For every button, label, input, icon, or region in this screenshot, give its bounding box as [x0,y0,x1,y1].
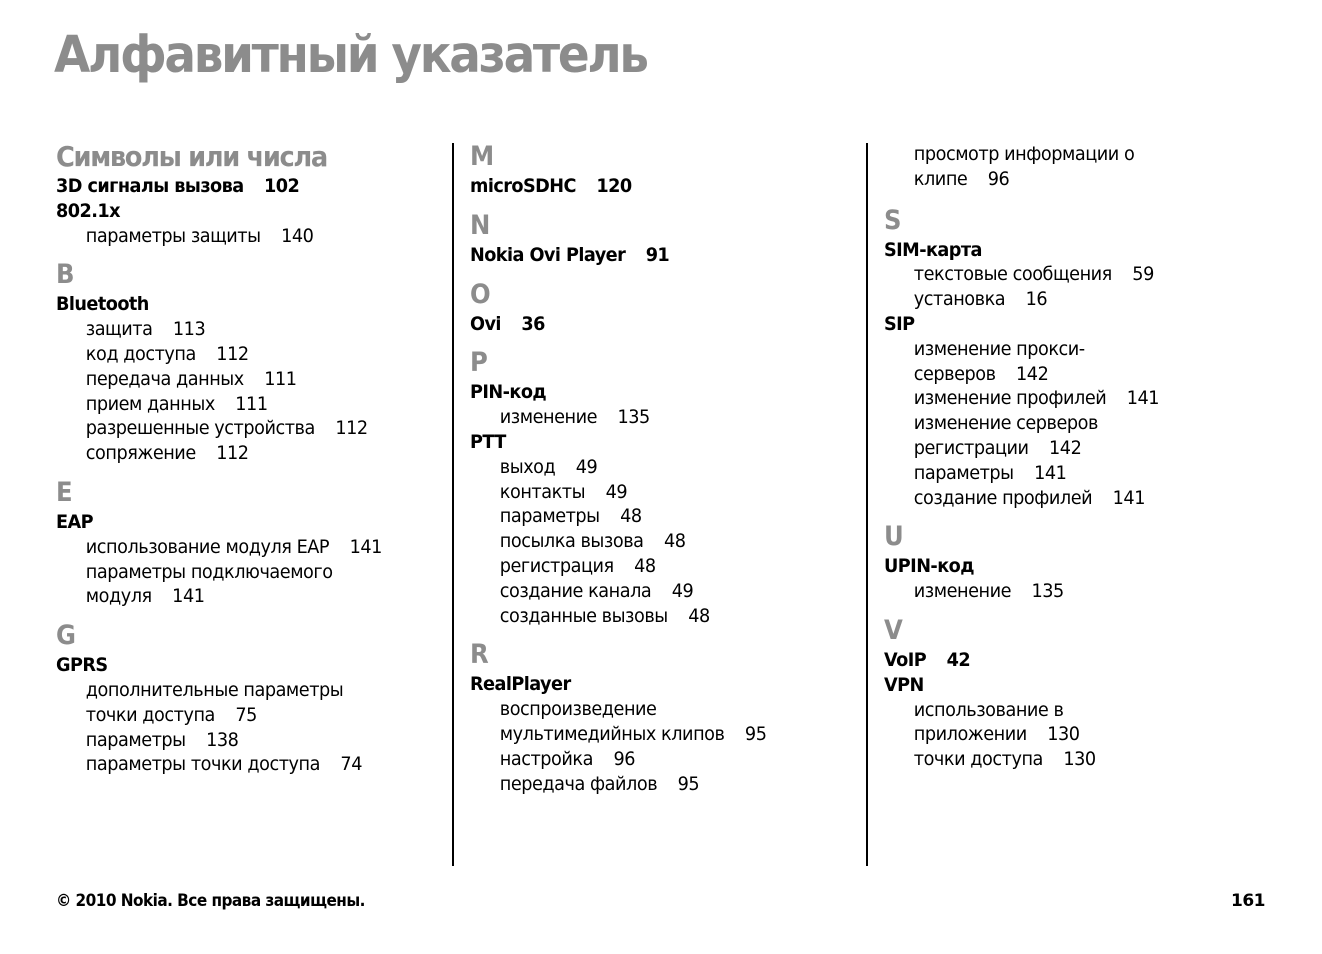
page-reference[interactable]: 141 [1112,486,1145,509]
sub-entry [884,579,1247,604]
sub-entry [884,461,1247,486]
page-reference[interactable]: 142 [1016,362,1049,385]
page-reference[interactable]: 112 [216,342,249,365]
sub-entry-text: создание канала [499,579,652,602]
sub-entry [884,486,1247,511]
column-divider [866,143,868,866]
page-reference[interactable]: 111 [235,392,268,415]
sub-entry-text: модуля [85,585,152,608]
index-term [56,292,419,317]
sub-entry-text: клипе [913,167,968,190]
index-term [884,312,1247,337]
sub-entry-text: установка [913,288,1006,311]
sub-entry [884,287,1247,312]
page-reference[interactable]: 112 [335,417,368,440]
section-heading: M [470,141,494,172]
sub-entry [470,772,833,797]
index-term [56,653,419,678]
index-term [470,312,833,337]
column-divider [452,143,454,866]
sub-entry-text: защита [85,318,153,341]
page-reference[interactable]: 102 [264,175,300,197]
index-term [470,243,833,268]
sub-entry-text: сопряжение [85,442,196,465]
sub-entry [884,362,1247,387]
index-term [884,238,1247,263]
sub-entry-text: создание профилей [913,486,1093,509]
page-reference[interactable]: 96 [987,167,1010,190]
index-term-text: 802.1x [56,199,120,222]
sub-entry [56,416,419,441]
index-term-text: Bluetooth [56,293,149,316]
sub-entry [884,436,1247,461]
sub-entry-text: параметры точки доступа [85,753,320,776]
page-reference[interactable]: 141 [1126,387,1160,410]
sub-entry-text: серверов [913,362,996,385]
index-column-3 [884,140,1274,772]
sub-entry [470,722,833,747]
index-term [56,174,419,199]
index-term [470,174,833,199]
sub-entry [470,529,833,554]
sub-entry-text: дополнительные параметры [85,678,344,701]
sub-entry-text: посылка вызова [499,530,644,553]
index-column-2 [470,140,860,796]
sub-entry-text: выход [499,455,556,478]
section-heading: N [470,209,490,241]
index-term [884,554,1247,579]
continued-entry [884,140,1274,192]
sub-entry [56,441,419,466]
page-reference[interactable]: 135 [1031,580,1064,603]
index-term-text: 3D сигналы вызова [56,175,244,197]
sub-entry-text: воспроизведение [499,698,657,721]
section-heading: G [56,620,76,652]
sub-entry [56,224,419,249]
page-reference[interactable]: 59 [1132,263,1154,286]
page-reference[interactable]: 48 [634,554,656,577]
page-reference[interactable]: 42 [946,648,971,671]
page-reference[interactable]: 142 [1049,436,1082,459]
index-term [884,673,1247,698]
sub-entry [884,337,1247,362]
sub-entry [56,728,419,753]
page-reference[interactable]: 95 [677,772,700,795]
sub-entry-text: параметры [499,505,600,528]
section-heading: Символы или числа [56,140,327,173]
page-reference[interactable]: 49 [575,455,598,478]
sub-entry [470,554,833,579]
page-reference[interactable]: 135 [617,406,650,429]
sub-entry-text: параметры [913,461,1014,484]
sub-entry [884,698,1247,723]
sub-entry-text: регистрация [499,554,614,577]
index-term [470,672,833,697]
sub-entry [884,722,1247,747]
index-term [884,648,1247,673]
index-term-text: UPIN-код [884,555,974,578]
page-reference[interactable]: 36 [521,312,545,335]
section-heading: P [470,347,487,379]
page-reference[interactable]: 140 [281,224,314,247]
section-heading: E [56,476,72,508]
sub-entry [470,480,833,505]
sub-entry [56,535,419,560]
index-term [56,199,419,224]
sub-entry-text: разрешенные устройства [85,417,315,440]
sub-entry [470,697,833,722]
sub-entry [884,386,1247,411]
sub-entry [56,342,419,367]
section-heading: U [884,521,903,553]
sub-entry-text: параметры [85,728,186,751]
sub-entry [470,604,833,629]
page-reference[interactable]: 16 [1025,288,1048,311]
page-reference[interactable]: 49 [605,480,628,503]
sub-entry-text: изменение профилей [913,387,1107,410]
index-term [470,430,833,455]
sub-entry [884,167,1247,192]
sub-entry-text: точки доступа [913,748,1043,771]
footer-copyright: © 2010 Nokia. Все права защищены. [56,891,365,911]
sub-entry-text: настройка [499,747,593,770]
page-reference[interactable]: 91 [645,243,670,266]
section-heading: S [884,204,901,236]
index-term-text: GPRS [56,654,108,677]
page-reference[interactable]: 141 [1034,461,1067,484]
index-term-text: VoIP [884,648,927,671]
sub-entry [884,747,1247,772]
page-reference[interactable]: 141 [349,535,382,558]
index-term-text: SIM-карта [884,238,982,261]
index-term-text: Nokia Ovi Player [470,243,626,266]
sub-entry-text: регистрации [913,436,1029,459]
sub-entry-text: передача файлов [499,772,658,795]
page-reference[interactable]: 138 [206,728,239,751]
sub-entry-text: передача данных [85,367,244,390]
sub-entry-text: мультимедийных клипов [499,722,725,745]
sub-entry [56,560,419,585]
sub-entry [470,455,833,480]
page-reference[interactable]: 130 [1063,748,1096,771]
index-term-text: PIN-код [470,381,547,404]
sub-entry [56,317,419,342]
page-reference[interactable]: 75 [235,703,257,726]
sub-entry [56,392,419,417]
page-reference[interactable]: 130 [1047,723,1080,746]
sub-entry [884,411,1247,436]
sub-entry-text: изменение [913,580,1011,603]
sub-entry-text: изменение прокси- [913,337,1085,360]
sub-entry [56,703,419,728]
index-term-text: EAP [56,510,94,533]
section-heading: R [470,639,488,671]
page-reference[interactable]: 48 [620,505,642,528]
index-term-text: PTT [470,430,506,453]
sub-entry [470,579,833,604]
sub-entry-text: использование в [913,698,1064,721]
sub-entry-text: использование модуля EAP [85,535,330,558]
sub-entry [56,752,419,777]
page-reference[interactable]: 112 [216,442,249,465]
page-reference[interactable]: 48 [688,604,710,627]
index-term-text: Ovi [470,312,501,335]
index-term-text: SIP [884,312,915,335]
sub-entry-text: просмотр информации о [913,143,1135,165]
sub-entry-text: изменение [499,406,597,429]
index-term [56,510,419,535]
sub-entry [470,504,833,529]
page-reference[interactable]: 141 [172,585,205,608]
sub-entry-text: приложении [913,723,1027,746]
page-reference[interactable]: 48 [663,530,686,553]
index-term-text: microSDHC [470,175,576,197]
sub-entry-text: прием данных [85,392,215,415]
sub-entry [884,142,1247,167]
page-reference[interactable]: 113 [172,318,206,341]
sub-entry-text: параметры защиты [85,224,261,247]
sub-entry [470,747,833,772]
section-heading: O [470,278,490,310]
section-heading: B [56,259,74,291]
sub-entry [56,367,419,392]
page-number: 161 [1231,891,1265,911]
page-reference[interactable]: 95 [744,722,767,745]
sub-entry [56,584,419,609]
sub-entry-text: код доступа [85,342,196,365]
index-term [470,380,833,405]
sub-entry-text: контакты [499,480,586,503]
sub-entry [884,262,1247,287]
index-column-1 [56,140,446,777]
page-reference[interactable]: 49 [671,579,694,602]
sub-entry-text: созданные вызовы [499,604,668,627]
index-term-text: VPN [884,673,924,696]
sub-entry [470,405,833,430]
section-heading: V [884,614,902,646]
sub-entry-text: текстовые сообщения [913,263,1112,286]
page-reference[interactable]: 120 [596,175,632,197]
page-title: Алфавитный указатель [54,26,647,85]
sub-entry-text: параметры подключаемого [85,560,333,583]
sub-entry [56,678,419,703]
sub-entry-text: изменение серверов [913,412,1098,435]
page-reference[interactable]: 74 [340,753,362,776]
index-term-text: RealPlayer [470,673,571,696]
sub-entry-text: точки доступа [85,703,215,726]
page-reference[interactable]: 111 [264,367,297,390]
page-reference[interactable]: 96 [613,747,636,770]
